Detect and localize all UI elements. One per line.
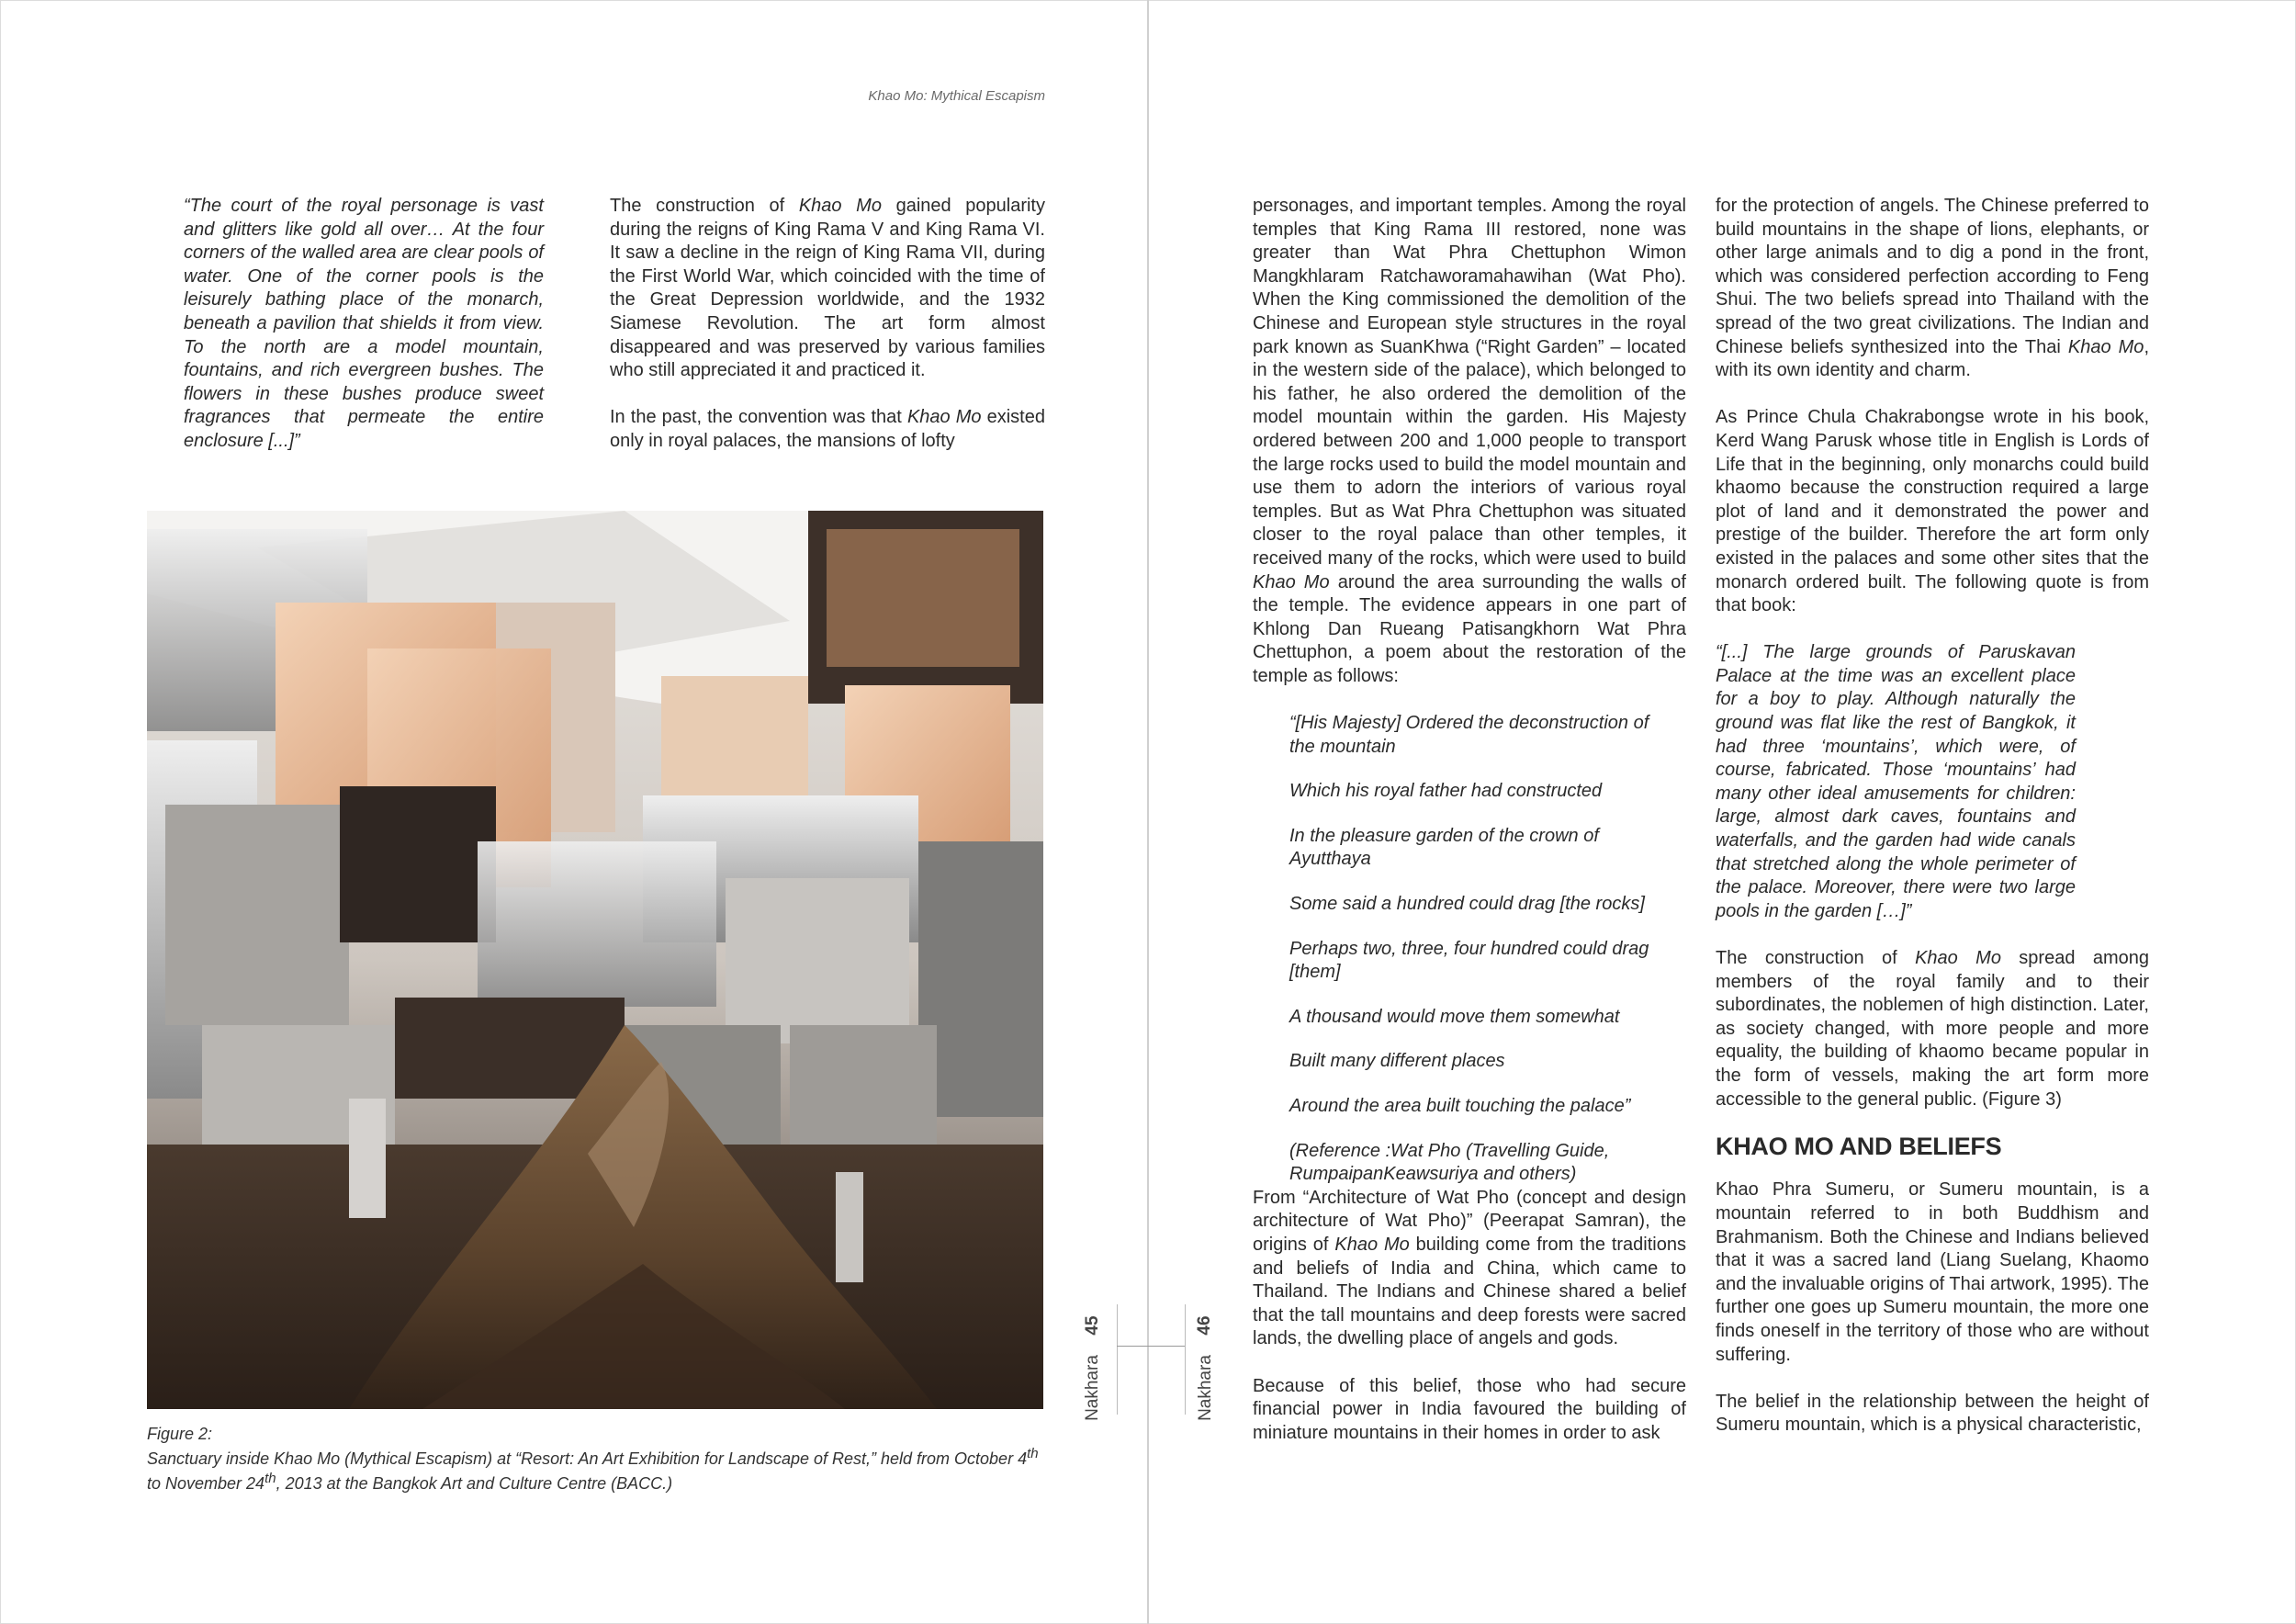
poem-line: Around the area built touching the palace”: [1289, 1096, 1631, 1116]
poem-line: Perhaps two, three, four hundred could drag [them]: [1289, 938, 1649, 983]
poem-quote: [1289, 712, 1686, 1187]
text-run: building come from the traditions and beliefs of India and China, which came to Thailand. The Indians and Chinese shared a belief that the tall mountains and deep forests were sacred lands, the dwelling place of angels and gods.: [1253, 1234, 1686, 1349]
emphasis: Khao Mo: [798, 196, 882, 216]
poem-line: A thousand would move them somewhat: [1289, 1006, 1620, 1027]
poem-line: Which his royal father had constructed: [1289, 781, 1603, 802]
text-run: , with its own identity and charm.: [1716, 336, 2149, 381]
superscript: th: [1027, 1446, 1039, 1461]
poem-line: Some said a hundred could drag [the rocks]: [1289, 894, 1645, 915]
paragraph: [1253, 1187, 1686, 1351]
paragraph: [610, 195, 1045, 383]
text-run: The construction of: [610, 196, 799, 216]
emphasis: Khao Mo: [1915, 948, 2001, 968]
poem-reference: (Reference :Wat Pho (Travelling Guide, RumpaipanKeawsuriya and others): [1289, 1140, 1610, 1185]
poem-line: In the pleasure garden of the crown of Ayutthaya: [1289, 825, 1599, 870]
text-run: In the past, the convention was that: [610, 407, 907, 428]
text-run: From “Architecture of Wat Pho (concept and design architecture of Wat Pho)” (Peerapat Samran), the origins of: [1253, 1187, 1686, 1255]
folio-divider-left: [1117, 1304, 1118, 1415]
caption-label: Figure 2:: [147, 1425, 213, 1443]
paragraph: The belief in the relationship between the height of Sumeru mountain, which is a physical characteristic,: [1716, 1391, 2149, 1436]
text-run: for the protection of angels. The Chinese preferred to build mountains in the shape of lions, elephants, or other large animals and to dig a pond in the front, which was considered perfection according to Feng Shui. The two beliefs spread into Thailand with the spread of the two great civilizations. The Indian and Chinese beliefs synthesized into the Thai: [1716, 196, 2149, 357]
emphasis: Khao Mo: [2067, 336, 2144, 357]
text-run: existed only in royal palaces, the mansions of lofty: [610, 407, 1045, 451]
poem-line: “[His Majesty] Ordered the deconstruction of the mountain: [1289, 713, 1649, 757]
emphasis: Khao Mo: [1334, 1234, 1410, 1255]
superscript: th: [264, 1471, 276, 1486]
figure-2-photo: [147, 511, 1043, 1409]
block-quote: “[...] The large grounds of Paruskavan Palace at the time was an excellent place for a boy to play. Although naturally the ground was flat like the rest of Bangkok, it had three ‘mountains’, which were, of course, fabricated. Those ‘mountains’ had many other ideal amusements for children: large, almost dark caves, fountains and waterfalls, and the garden had wide canals that stretched along the whole perimeter of the palace. Moreover, there were two large pools in the garden […]”: [1716, 642, 2076, 921]
journal-name-left: Nakhara: [1083, 1355, 1102, 1421]
paragraph: As Prince Chula Chakrabongse wrote in his book, Kerd Wang Parusk whose title in English is Lords of Life that in the beginning, only monarchs could build khaomo because the construction required a large plot of land and it demonstrated the power and prestige of the builder. Therefore the art form only existed in the palaces and some other sites that the monarch ordered built. The following quote is from that book:: [1716, 407, 2149, 616]
caption-text: [147, 1444, 1047, 1494]
opening-quote-text: “The court of the royal personage is vast and glitters like gold all over… At the four corners of the walled area are clear pools of water. One of the corner pools is the leisurely bathing place of the monarch, beneath a pavilion that shields it from view. To the north are a model mountain, fountains, and rich evergreen bushes. The flowers in these bushes produce sweet fragrances that permeate the entire enclosure [...]”: [184, 196, 544, 451]
text-run: personages, and important temples. Among the royal temples that King Rama III restored, none was greater than Wat Phra Chettuphon Wimon Mangkhlaram Ratchaworamahawihan (Wat Pho). When the King commissioned the demolition of the Chinese and European style structures in the royal park known as SuanKhwa (“Right Garden” – located in the western side of the palace), which belonged to his father, he also ordered the demolition of the model mountain within the garden. His Majesty ordered between 200 and 1,000 people to transport the large rocks used to build the model mountain and use them to adorn the interiors of various royal temples. But as Wat Phra Chettuphon was situated closer to the royal palace than other temples, it received many of the rocks, which were used to build: [1253, 196, 1686, 569]
text-run: spread among members of the royal family and to their subordinates, the noblemen of high distinction. Later, as society changed, with more people and more equality, the building of khaomo became popular in the form of vessels, making the art form more accessible to the general public. (Figure 3): [1716, 948, 2149, 1110]
paragraph: [1716, 195, 2149, 383]
paragraph: [1716, 947, 2149, 1111]
text-run: to November 24: [147, 1474, 265, 1493]
emphasis: Khao Mo: [1253, 571, 1330, 592]
text-run: gained popularity during the reigns of King Rama V and King Rama VI. It saw a decline in the reign of King Rama VII, during the First World War, which coincided with the time of the Great Depression worldwide, and the 1932 Siamese Revolution. The art form almost disappeared and was preserved by various families who still appreciated it and practiced it.: [610, 196, 1045, 381]
opening-quote: [184, 195, 544, 454]
running-head: Khao Mo: Mythical Escapism: [868, 88, 1045, 104]
paragraph: [1253, 195, 1686, 688]
journal-name-right: Nakhara: [1196, 1355, 1215, 1421]
paragraph: Khao Phra Sumeru, or Sumeru mountain, is a mountain referred to in both Buddhism and Brahmanism. Both the Chinese and Indians believed that it was a sacred land (Liang Suelang, Khaomo and the invaluable origins of Thai artwork, 1995). The further one goes up Sumeru mountain, the more one finds oneself in the territory of those who are without suffering.: [1716, 1179, 2149, 1365]
text-run: The construction of: [1716, 948, 1916, 968]
figure-2-caption: [147, 1424, 1047, 1494]
text-run: Sanctuary inside Khao Mo (Mythical Escapism) at “Resort: An Art Exhibition for Landscape of Rest,” held from October 4: [147, 1449, 1028, 1468]
mirror-cube-installation-image: [147, 511, 1043, 1409]
folio-divider-right: [1185, 1304, 1186, 1415]
paragraph: Because of this belief, those who had secure financial power in India favoured the building of miniature mountains in their homes in order to ask: [1253, 1375, 1686, 1443]
folio-rule: [1117, 1346, 1185, 1347]
section-heading: KHAO MO AND BELIEFS: [1716, 1132, 2002, 1160]
emphasis: Khao Mo: [906, 407, 982, 428]
right-page-column-2: [1716, 195, 2149, 1438]
right-page-column-1: [1253, 195, 1686, 1445]
text-run: , 2013 at the Bangkok Art and Culture Centre (BACC.): [276, 1474, 673, 1493]
page-number-46: 46: [1195, 1315, 1214, 1336]
paragraph: [610, 406, 1045, 453]
book-spine: [1147, 0, 1149, 1624]
left-page-column: [610, 195, 1045, 454]
poem-line: Built many different places: [1289, 1051, 1505, 1072]
text-run: around the area surrounding the walls of the temple. The evidence appears in one part of Khlong Dan Rueang Patisangkhorn Wat Phra Chettuphon, a poem about the restoration of the temple as follows:: [1253, 571, 1686, 686]
page-number-45: 45: [1083, 1315, 1102, 1336]
